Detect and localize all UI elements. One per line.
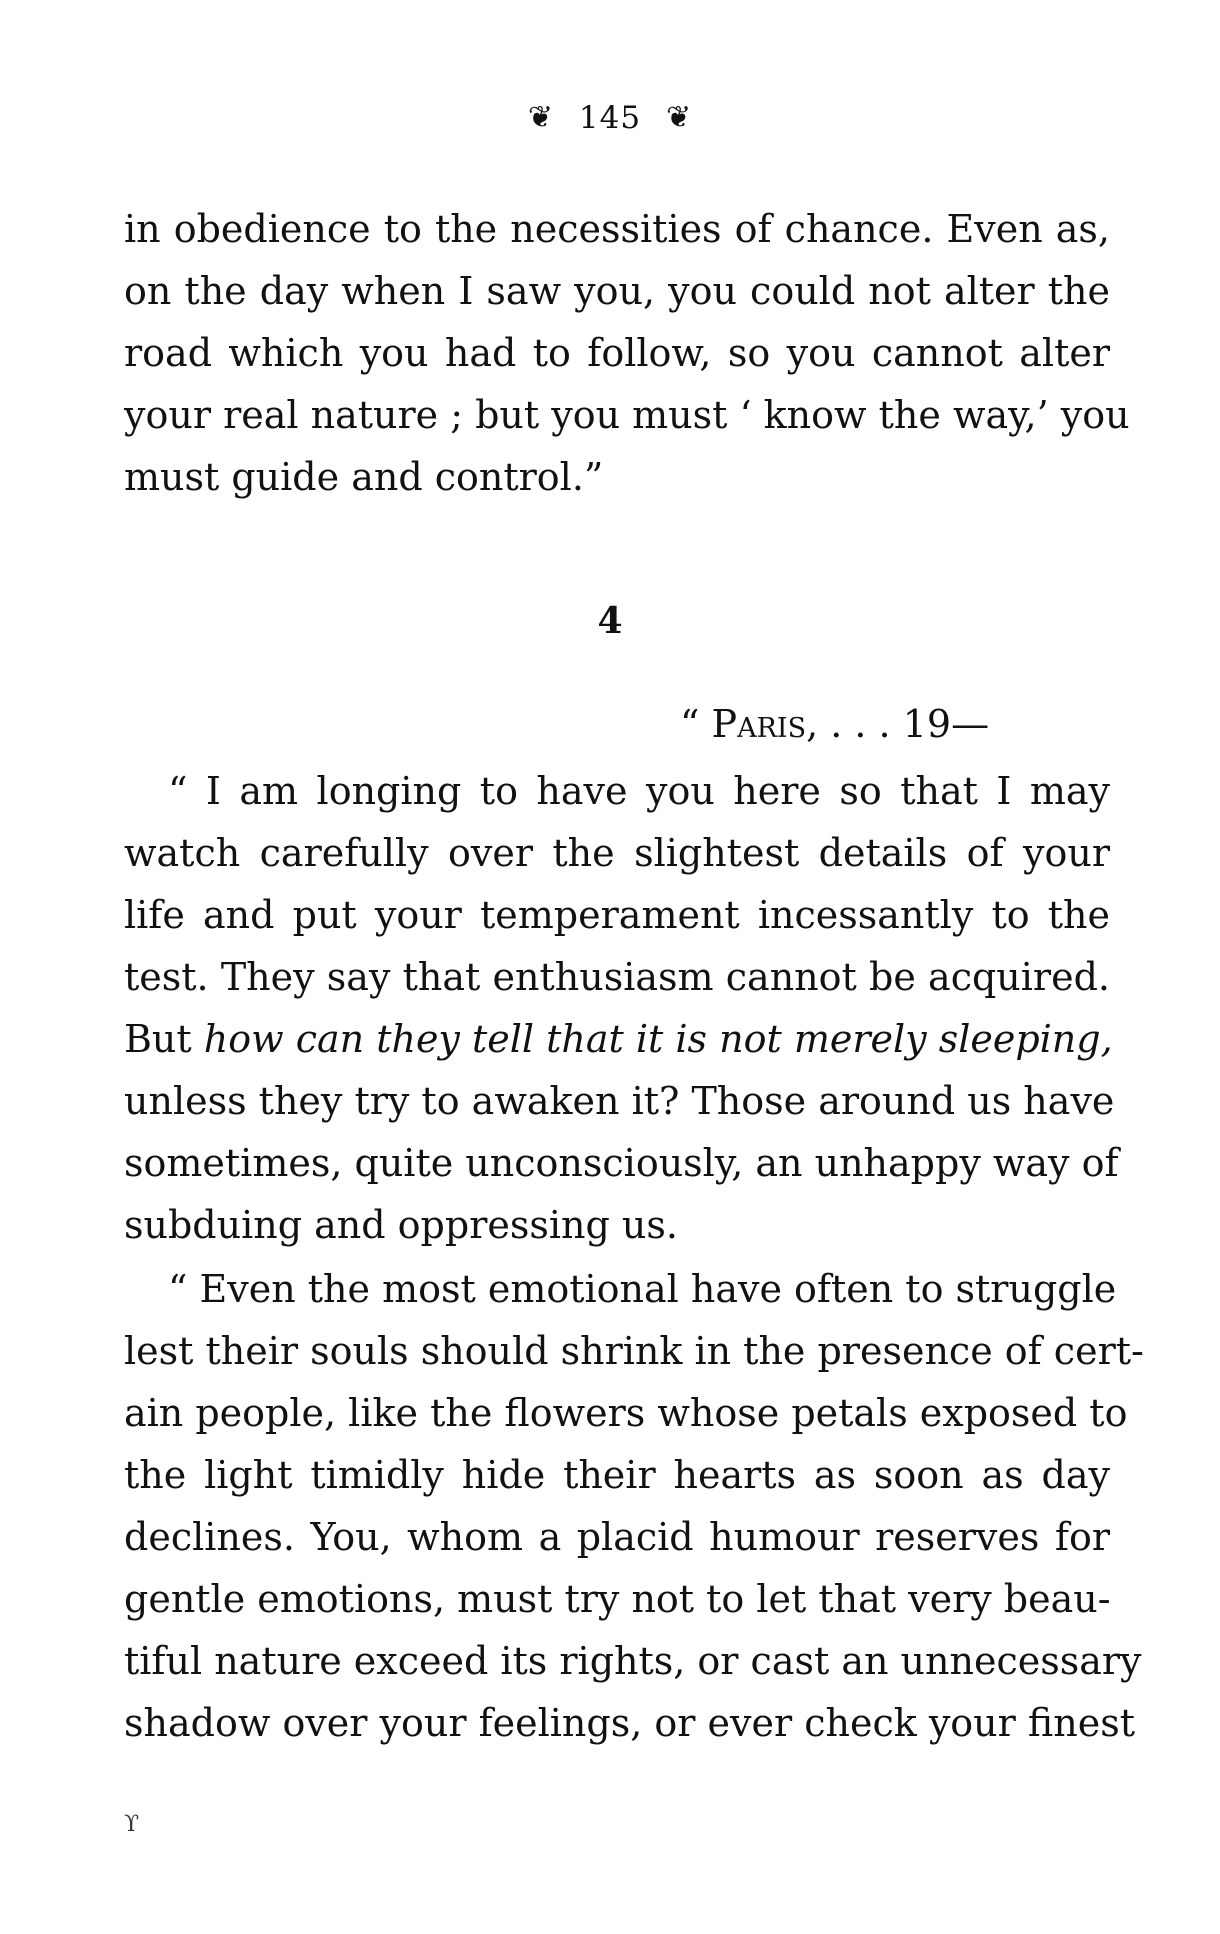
text-line: watch carefully over the slightest details of your xyxy=(124,831,1110,875)
text-line: life and put your temperament incessantly to the xyxy=(124,893,1110,937)
text-line: lest their souls should shrink in the presence of cert- xyxy=(124,1329,1144,1373)
text-line: declines. You, whom a placid humour reserves for xyxy=(124,1515,1110,1559)
text-line: test. They say that enthusiasm cannot be acquired. xyxy=(124,955,1110,999)
page-number: 145 xyxy=(578,100,642,136)
letter-paragraph-one xyxy=(124,760,1119,1256)
dateline-date: . . . 19— xyxy=(818,702,990,746)
section-number: 4 xyxy=(597,600,623,642)
italic-word: is xyxy=(675,1017,708,1061)
text-line: the light timidly hide their hearts as soon as day xyxy=(124,1453,1110,1497)
dateline-quote: “ xyxy=(680,702,712,746)
emphasis-part: But xyxy=(124,1017,204,1061)
text-line: shadow over your feelings, or ever check your finest xyxy=(124,1701,1135,1745)
printer-mark-icon: ϒ xyxy=(124,1812,140,1837)
italic-phrase: how can xyxy=(203,1017,365,1061)
text-line: in obedience to the necessities of chance. Even as, xyxy=(124,207,1110,251)
letter-paragraph-two xyxy=(124,1258,1144,1754)
text-line: ain people, like the flowers whose petals exposed to xyxy=(124,1391,1128,1435)
text-line: must guide and control.” xyxy=(124,455,604,499)
italic-phrase: they tell that it xyxy=(364,1017,676,1061)
text-line: on the day when I saw you, you could not alter the xyxy=(124,269,1110,313)
text-line: sometimes, quite unconsciously, an unhappy way of xyxy=(124,1141,1119,1185)
text-line: your real nature ; but you must ‘ know the way,’ you xyxy=(124,393,1130,437)
text-line: gentle emotions, must try not to let that very beau- xyxy=(124,1577,1111,1621)
right-ornament-icon: ❦ xyxy=(665,100,693,135)
continued-paragraph xyxy=(124,198,1130,508)
left-ornament-icon: ❦ xyxy=(527,100,555,135)
dateline-place: Paris, xyxy=(711,702,819,746)
text-line: “ I am longing to have you here so that I may xyxy=(168,769,1110,813)
letter-dateline xyxy=(680,702,989,746)
italic-phrase: not merely sleeping, xyxy=(707,1017,1113,1061)
text-line: subduing and oppressing us. xyxy=(124,1203,678,1247)
text-line: tiful nature exceed its rights, or cast an unnecessary xyxy=(124,1639,1142,1683)
text-line-with-emphasis xyxy=(124,1008,1113,1070)
text-line: road which you had to follow, so you cannot alter xyxy=(124,331,1110,375)
text-line: “ Even the most emotional have often to struggle xyxy=(168,1267,1117,1311)
page-header xyxy=(0,100,1220,137)
text-line: unless they try to awaken it? Those around us have xyxy=(124,1079,1115,1123)
